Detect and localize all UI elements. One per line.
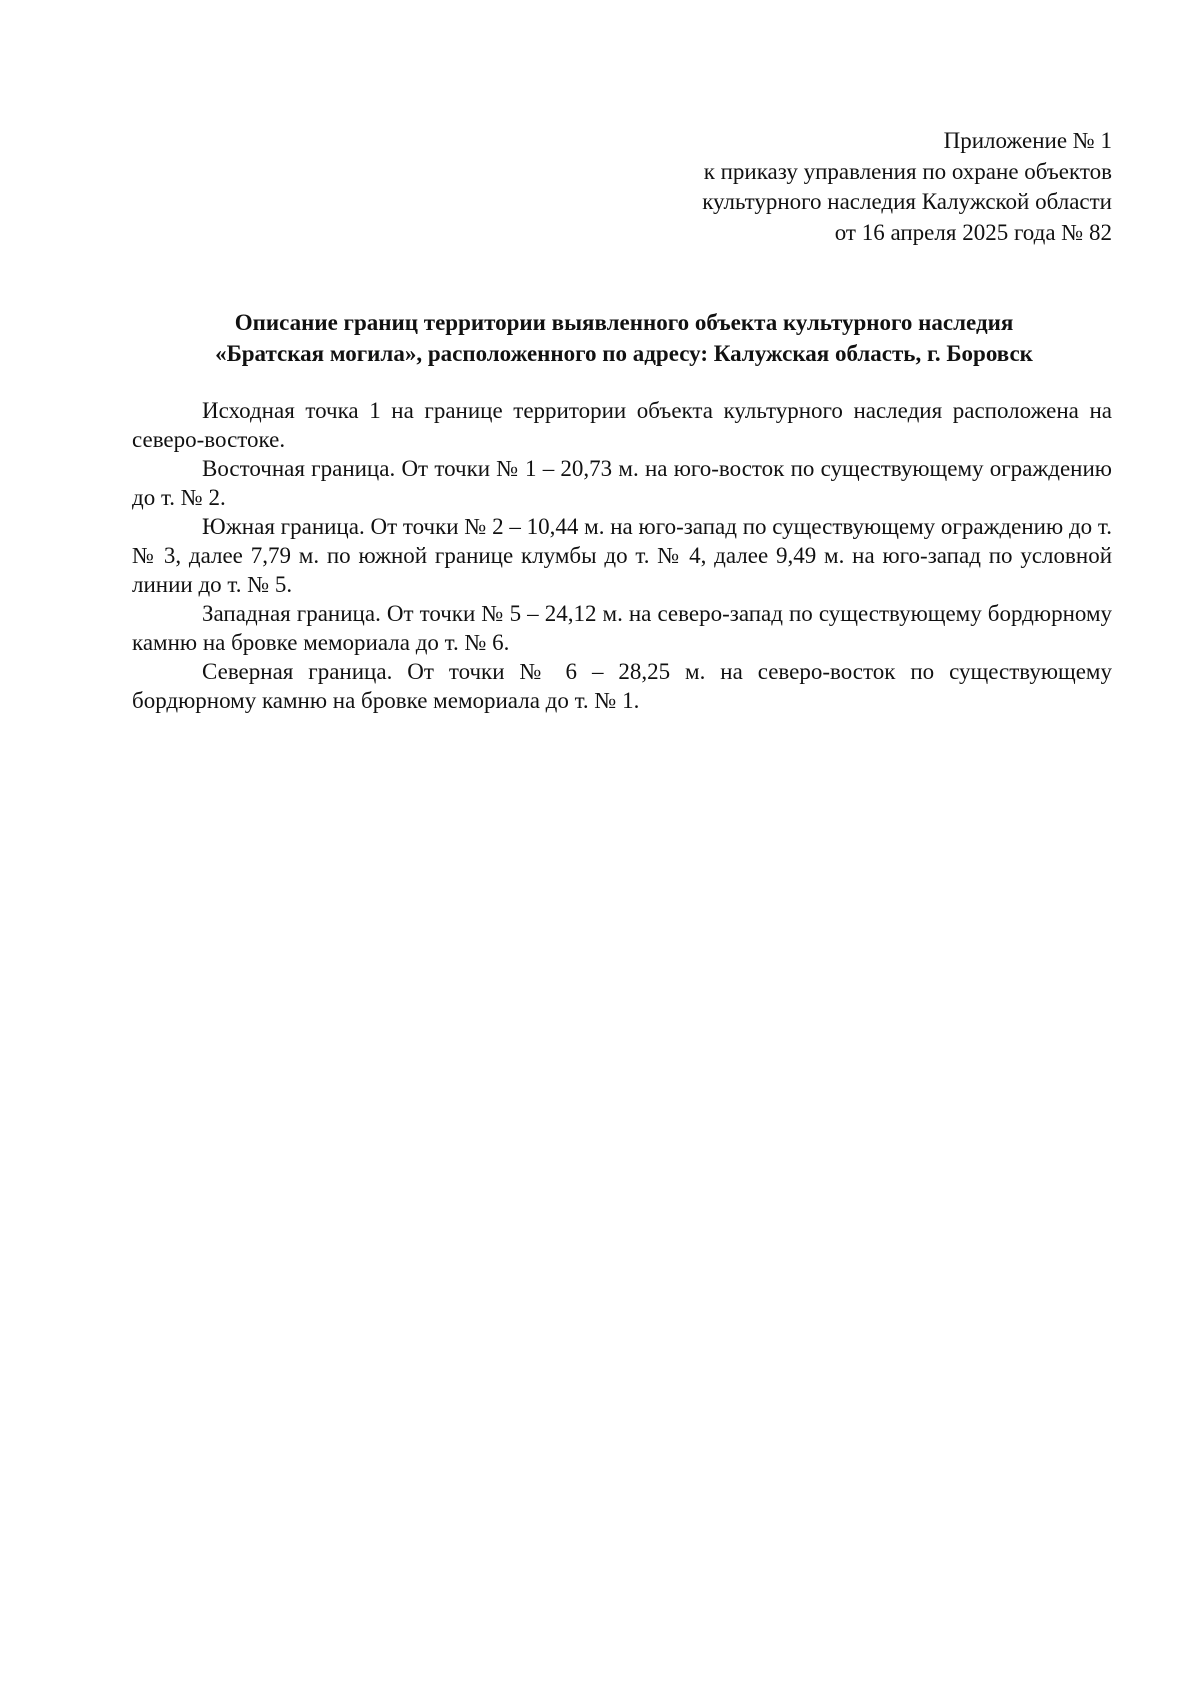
title-line: «Братская могила», расположенного по адресу: Калужская область, г. Боровск	[215, 341, 1033, 366]
paragraph-start-point: Исходная точка 1 на границе территории объекта культурного наследия расположена на северо-востоке.	[132, 398, 1112, 452]
appendix-line: от 16 апреля 2025 года № 82	[834, 219, 1112, 245]
document-body	[132, 396, 1112, 715]
title-line: Описание границ территории выявленного объекта культурного наследия	[234, 310, 1014, 335]
paragraph-west-boundary: Западная граница. От точки № 5 – 24,12 м. на северо-запад по существующему бордюрному камню на бровке мемориала до т. № 6.	[132, 601, 1112, 655]
paragraph-south-boundary: Южная граница. От точки № 2 – 10,44 м. на юго-запад по существующему ограждению до т. № 3, далее 7,79 м. по южной границе клумбы до т. № 4, далее 9,49 м. на юго-запад по условной линии до т. № 5.	[132, 514, 1112, 597]
appendix-line: к приказу управления по охране объектов	[703, 158, 1112, 184]
appendix-line: Приложение № 1	[943, 128, 1112, 153]
paragraph-north-boundary: Северная граница. От точки № 6 – 28,25 м. на северо-восток по существующему бордюрному камню на бровке мемориала до т. № 1.	[132, 659, 1112, 713]
paragraph-east-boundary: Восточная граница. От точки № 1 – 20,73 м. на юго-восток по существующему ограждению до т. № 2.	[132, 456, 1112, 510]
appendix-line: культурного наследия Калужской области	[702, 189, 1112, 214]
document-title	[128, 307, 1120, 369]
appendix-reference	[702, 126, 1112, 248]
